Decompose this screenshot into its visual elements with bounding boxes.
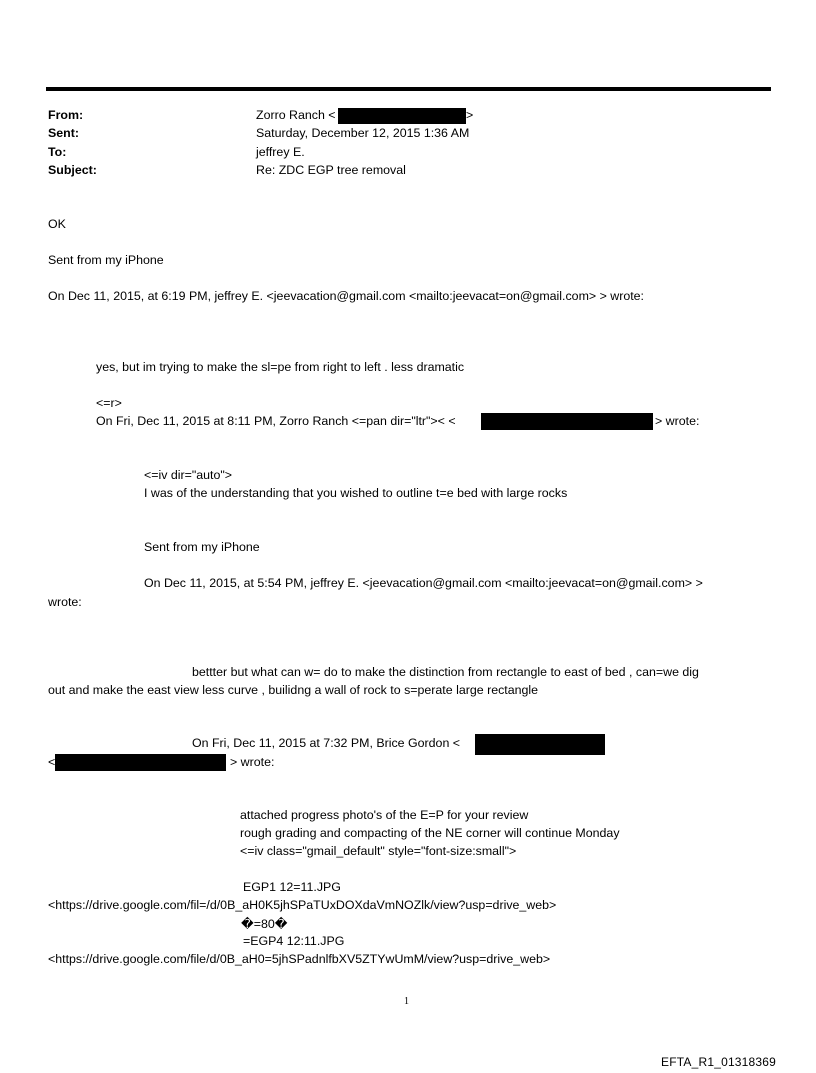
from-value: Zorro Ranch < [256,108,336,122]
page-number: 1 [404,996,409,1007]
sent-value: Saturday, December 12, 2015 1:36 AM [256,126,470,140]
subject-label: Subject: [48,163,97,177]
body-quote-header-1: On Dec 11, 2015, at 6:19 PM, jeffrey E. <jeevacation@gmail.com <mailto:jeevacat=on@gmail.com> > wrote: [48,289,644,303]
to-value: jeffrey E. [256,145,305,159]
header-rule [46,87,771,91]
redaction-box [481,413,653,430]
body-quote-header-3-wrote: wrote: [48,595,82,609]
body-gmail-tag: <=iv class="gmail_default" style="font-size:small"> [240,844,517,858]
document-id-footer: EFTA_R1_01318369 [661,1055,777,1069]
body-encoded-char: �=80� [241,917,288,931]
attachment-url-2: <https://drive.google.com/file/d/0B_aH0=5jhSPadnlfbXV5ZTYwUmM/view?usp=drive_web> [48,952,551,966]
redaction-box [475,734,605,755]
body-ok: OK [48,217,66,231]
body-sent-from-iphone-1: Sent from my iPhone [48,253,164,267]
body-yes-line: yes, but im trying to make the sl=pe from right to left . less dramatic [96,360,465,374]
from-label: From: [48,108,84,122]
body-quote-header-4-end: > wrote: [230,755,275,769]
body-attached-line: attached progress photo's of the E=P for your review [240,808,529,822]
body-rough-line: rough grading and compacting of the NE corner will continue Monday [240,826,620,840]
body-quote-header-4-lt: < [48,755,56,769]
redaction-box [55,754,226,771]
body-quote-header-2: On Fri, Dec 11, 2015 at 8:11 PM, Zorro Ranch <=pan dir="ltr">< < [96,414,456,428]
attachment-name-2: =EGP4 12:11.JPG [243,934,345,948]
body-r-tag: <=r> [96,396,122,410]
body-better-line-2: out and make the east view less curve , builidng a wall of rock to s=perate large rectangle [48,683,539,697]
sent-label: Sent: [48,126,79,140]
body-quote-header-2-end: > wrote: [655,414,700,428]
from-value-end: > [466,108,474,122]
attachment-url-1: <https://drive.google.com/fil=/d/0B_aH0K5jhSPaTUxDOXdaVmNOZlk/view?usp=drive_web> [48,898,557,912]
body-quote-header-4: On Fri, Dec 11, 2015 at 7:32 PM, Brice Gordon < [192,736,461,750]
subject-value: Re: ZDC EGP tree removal [256,163,406,177]
attachment-name-1: EGP1 12=11.JPG [243,880,341,894]
body-better-line-1: bettter but what can w= do to make the distinction from rectangle to east of bed , can=we dig [192,665,699,679]
redaction-box [338,108,466,124]
body-quote-header-3: On Dec 11, 2015, at 5:54 PM, jeffrey E. <jeevacation@gmail.com <mailto:jeevacat=on@gmail.com> > [144,576,703,590]
to-label: To: [48,145,67,159]
body-sent-from-iphone-2: Sent from my iPhone [144,540,260,554]
body-iv-tag: <=iv dir="auto"> [144,468,233,482]
body-understanding-line: I was of the understanding that you wished to outline t=e bed with large rocks [144,486,568,500]
